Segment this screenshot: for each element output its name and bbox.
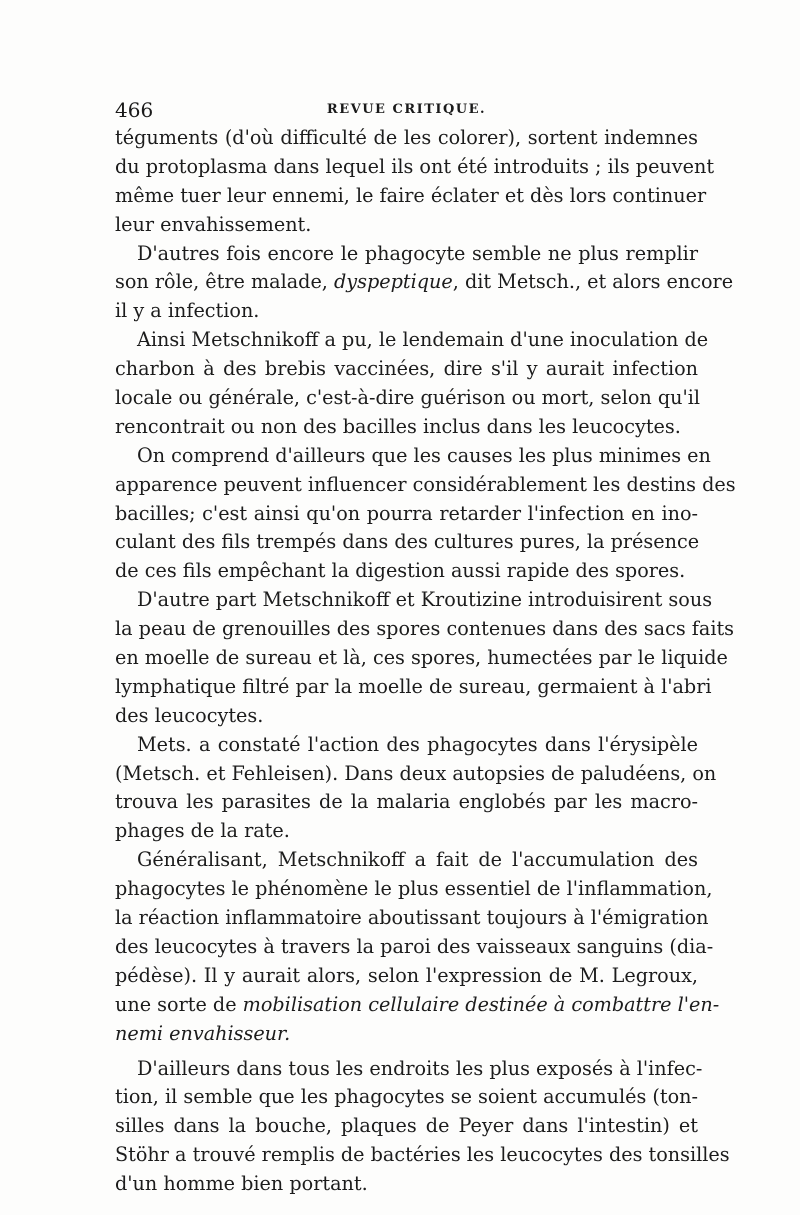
text-line: la réaction inflammatoire aboutissant toujours à l'émigration [115, 906, 709, 930]
italic-phrase: mobilisation cellulaire destinée à combattre l'en- [242, 992, 720, 1016]
text-line: il y a infection. [115, 299, 260, 323]
text-line [115, 268, 734, 297]
text-line: des leucocytes à travers la paroi des vaisseaux sanguins (dia- [115, 934, 714, 958]
italic-term: dyspeptique [334, 270, 453, 294]
text-line: lymphatique filtré par la moelle de sureau, germaient à l'abri [115, 674, 712, 698]
text-line: D'ailleurs dans tous les endroits les plus exposés à l'infec- [137, 1056, 703, 1080]
text-line [115, 1020, 698, 1049]
text-line: (Metsch. et Fehleisen). Dans deux autopsies de paludéens, on [115, 761, 717, 785]
text-line: même tuer leur ennemi, le faire éclater et dès lors continuer [115, 183, 707, 207]
page-number: 466 [115, 98, 154, 122]
text-line [115, 991, 720, 1020]
text-line: téguments (d'où difficulté de les colorer), sortent indemnes [115, 126, 698, 149]
body-text [115, 124, 736, 1199]
text-run: , dit Metsch., et alors encore [452, 270, 734, 294]
text-line: la peau de grenouilles des spores contenues dans des sacs faits [115, 617, 735, 641]
text-line: des leucocytes. [115, 703, 264, 727]
text-line: On comprend d'ailleurs que les causes les plus minimes en [137, 443, 711, 467]
text-line: trouva les parasites de la malaria englobés par les macro- [115, 790, 698, 814]
text-line: d'un homme bien portant. [115, 1172, 368, 1196]
text-line: de ces fils empêchant la digestion aussi rapide des spores. [115, 559, 686, 583]
text-line: en moelle de sureau et là, ces spores, humectées par le liquide [115, 646, 728, 670]
text-run: une sorte de [115, 992, 243, 1016]
text-line: phages de la rate. [115, 819, 290, 843]
italic-phrase: nemi envahisseur. [115, 1021, 291, 1045]
text-line: Stöhr a trouvé remplis de bactéries les leucocytes des tonsilles [115, 1143, 730, 1167]
text-line: pédèse). Il y aurait alors, selon l'expression de M. Legroux, [115, 963, 698, 987]
text-line: apparence peuvent influencer considérablement les destins des [115, 472, 736, 496]
text-line: leur envahissement. [115, 212, 312, 236]
text-line: culant des fils trempés dans des cultures pures, la présence [115, 530, 700, 554]
text-line: tion, il semble que les phagocytes se soient accumulés (ton- [115, 1085, 698, 1109]
text-line: Généralisant, Metschnikoff a fait de l'accumulation des [137, 848, 698, 872]
text-line: du protoplasma dans lequel ils ont été introduits ; ils peuvent [115, 154, 715, 178]
text-line: Mets. a constaté l'action des phagocytes dans l'érysipèle [137, 732, 698, 756]
text-line: silles dans la bouche, plaques de Peyer dans l'intestin) et [115, 1114, 698, 1138]
text-line: D'autres fois encore le phagocyte semble ne plus remplir [137, 241, 698, 265]
text-line: charbon à des brebis vaccinées, dire s'il y aurait infection [115, 357, 698, 381]
text-run: son rôle, être malade, [115, 270, 335, 294]
text-line: D'autre part Metschnikoff et Kroutizine introduisirent sous [137, 588, 713, 612]
running-title: REVUE CRITIQUE. [326, 102, 487, 117]
text-line: locale ou générale, c'est-à-dire guérison ou mort, selon qu'il [115, 386, 701, 410]
text-line: rencontrait ou non des bacilles inclus dans les leucocytes. [115, 414, 681, 438]
text-line: bacilles; c'est ainsi qu'on pourra retarder l'infection en ino- [115, 501, 698, 525]
text-line: phagocytes le phénomène le plus essentiel de l'inflammation, [115, 877, 713, 901]
text-line: Ainsi Metschnikoff a pu, le lendemain d'une inoculation de [137, 328, 709, 352]
